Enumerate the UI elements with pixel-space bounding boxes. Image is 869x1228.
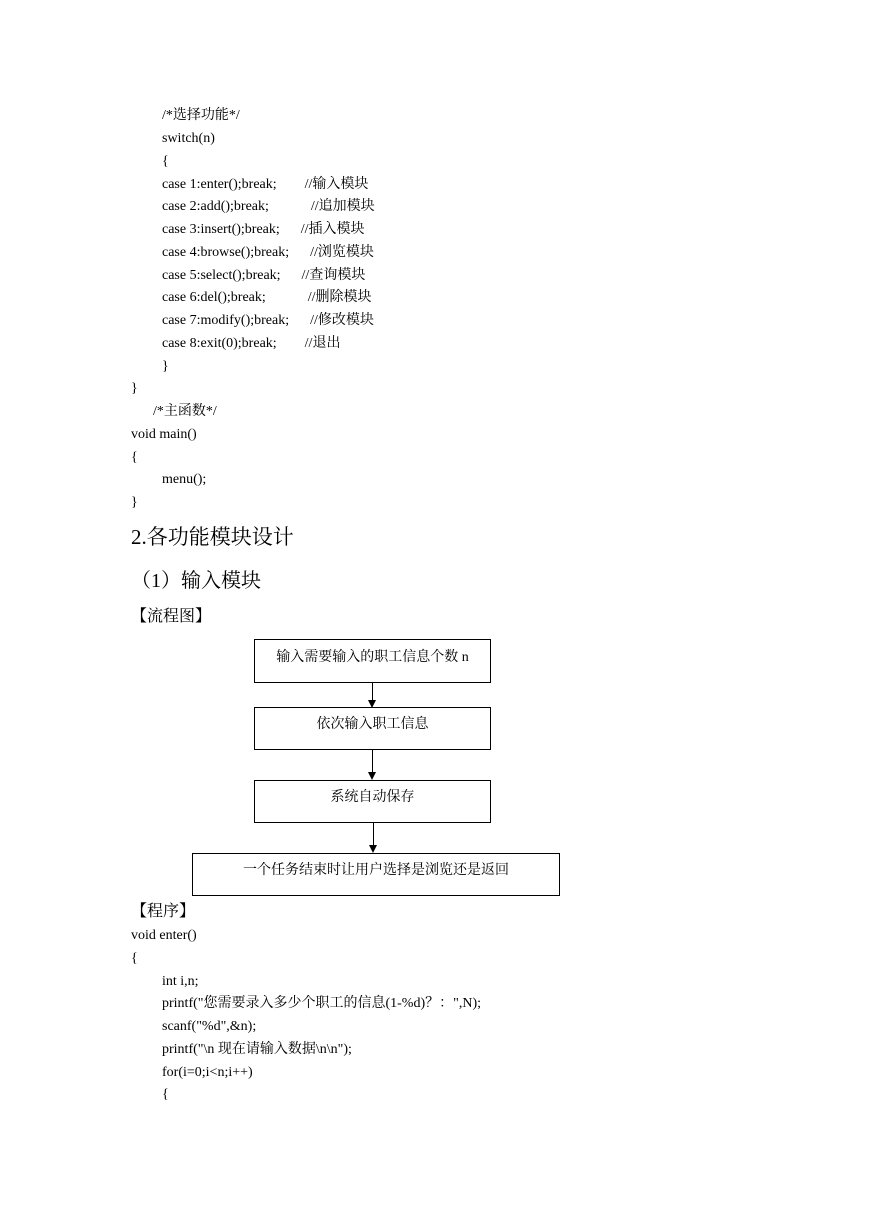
- subsection-heading: （1）输入模块: [131, 570, 261, 592]
- code-line: /*主函数*/: [153, 404, 217, 419]
- flowchart-arrow: [372, 750, 373, 772]
- flowchart-label: 【流程图】: [131, 608, 212, 625]
- code-line: case 4:browse();break; //浏览模块: [162, 245, 374, 260]
- flowchart-step-1: 输入需要输入的职工信息个数 n: [254, 639, 491, 683]
- code-line: case 2:add();break; //追加模块: [162, 199, 375, 214]
- flowchart-arrow: [372, 683, 373, 700]
- code-line: printf("\n 现在请输入数据\n\n");: [162, 1042, 352, 1057]
- code-line: {: [162, 1087, 169, 1102]
- code-line: printf("您需要录入多少个职工的信息(1-%d)？：",N);: [162, 996, 482, 1011]
- code-line: case 8:exit(0);break; //退出: [162, 336, 341, 351]
- flowchart-step-4: 一个任务结束时让用户选择是浏览还是返回: [192, 853, 560, 896]
- code-line: }: [131, 495, 138, 510]
- code-line: /*选择功能*/: [162, 108, 240, 123]
- code-line: case 6:del();break; //删除模块: [162, 290, 372, 305]
- code-line: {: [131, 450, 138, 465]
- flowchart-step-2: 依次输入职工信息: [254, 707, 491, 750]
- code-line: {: [131, 951, 138, 966]
- code-line: for(i=0;i<n;i++): [162, 1065, 253, 1080]
- code-line: }: [162, 359, 169, 374]
- code-line: void enter(): [131, 928, 197, 943]
- section-heading: 2.各功能模块设计: [131, 525, 294, 549]
- code-line: menu();: [162, 472, 207, 487]
- flowchart-arrow: [373, 823, 374, 845]
- code-line: case 1:enter();break; //输入模块: [162, 177, 369, 192]
- code-line: scanf("%d",&n);: [162, 1019, 257, 1034]
- code-line: case 5:select();break; //查询模块: [162, 268, 366, 283]
- code-line: switch(n): [162, 131, 215, 146]
- code-line: int i,n;: [162, 974, 199, 989]
- arrowhead-icon: [369, 845, 377, 853]
- arrowhead-icon: [368, 772, 376, 780]
- code-line: {: [162, 154, 169, 169]
- code-line: case 3:insert();break; //插入模块: [162, 222, 365, 237]
- flowchart-step-3: 系统自动保存: [254, 780, 491, 823]
- code-line: }: [131, 381, 138, 396]
- code-line: case 7:modify();break; //修改模块: [162, 313, 374, 328]
- code-line: void main(): [131, 427, 197, 442]
- program-label: 【程序】: [131, 903, 196, 920]
